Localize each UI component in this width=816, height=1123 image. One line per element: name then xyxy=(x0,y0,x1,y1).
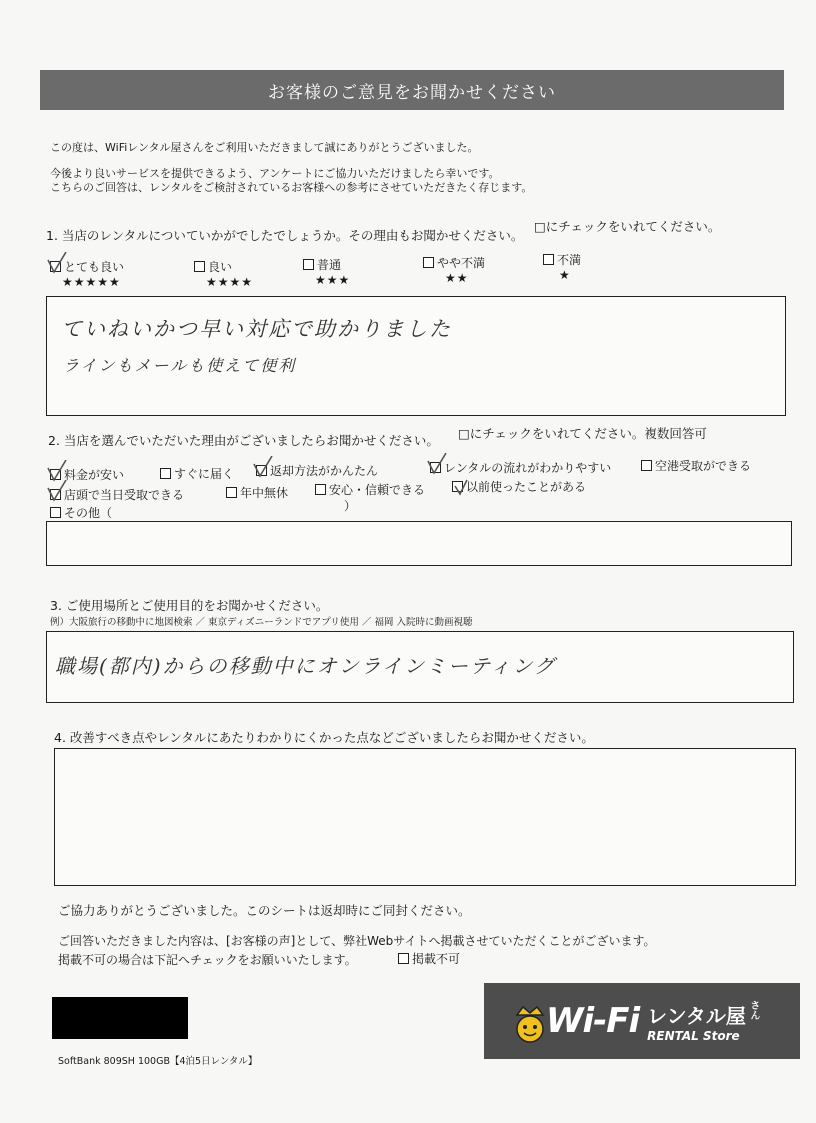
checkbox[interactable] xyxy=(303,259,314,270)
option-label: 安心・信頼できる xyxy=(329,483,426,497)
intro-line-3: こちらのご回答は、レンタルをご検討されているお客様への参考にさせていただきたく存じます。 xyxy=(50,181,533,194)
optout-instruction: 掲載不可の場合は下記へチェックをお願いいたします。 xyxy=(58,953,357,967)
q1-instruction: □にチェックをいれてください。 xyxy=(534,219,721,234)
thanks-text: ご協力ありがとうございました。このシートは返却時にご同封ください。 xyxy=(58,903,471,918)
checkbox[interactable] xyxy=(50,261,61,272)
q1-option-average[interactable] xyxy=(303,256,350,287)
handwritten-answer: 職場(都内)からの移動中にオンラインミーティング xyxy=(55,654,557,678)
checkbox[interactable] xyxy=(50,469,61,480)
q2-option-used-before[interactable] xyxy=(452,478,586,495)
page-title: お客様のご意見をお聞かせください xyxy=(40,70,784,110)
q2-option-other[interactable] xyxy=(50,504,112,521)
logo-en-text: RENTAL Store xyxy=(647,1028,740,1043)
option-label: レンタルの流れがわかりやすい xyxy=(444,461,612,475)
logo-san-text: さん xyxy=(747,999,759,1020)
star-rating: ★★★★★ xyxy=(62,275,121,289)
option-label: 以前使ったことがある xyxy=(466,480,587,494)
intro-line-1: この度は、WiFiレンタル屋さんをご利用いただきまして誠にありがとうございました。 xyxy=(50,141,479,154)
q1-option-good[interactable] xyxy=(194,258,253,289)
optout-checkbox[interactable] xyxy=(398,950,460,967)
handwritten-answer-line-1: ていねいかつ早い対応で助かりました xyxy=(61,317,452,341)
q2-option-easy-return[interactable] xyxy=(256,462,378,479)
checkbox[interactable] xyxy=(452,481,463,492)
q2-option-airport-pickup[interactable] xyxy=(641,457,751,474)
checkbox[interactable] xyxy=(194,261,205,272)
checkbox[interactable] xyxy=(543,254,554,265)
star-rating: ★★ xyxy=(445,271,469,285)
q2-instruction: □にチェックをいれてください。複数回答可 xyxy=(458,426,707,441)
handwritten-answer-line-2: ラインもメールも使えて便利 xyxy=(63,356,297,375)
q1-question: 1. 当店のレンタルについていかがでしたでしょうか。その理由もお聞かせください。 xyxy=(46,228,524,243)
checkbox[interactable] xyxy=(398,953,409,964)
logo-jp-text: レンタル屋 xyxy=(647,1003,746,1028)
q1-option-somewhat-unsatisfied[interactable] xyxy=(423,254,485,285)
option-label: やや不満 xyxy=(437,256,486,270)
checkbox[interactable] xyxy=(160,468,171,479)
q2-option-same-day-store[interactable] xyxy=(50,486,184,503)
q2-answer-box[interactable] xyxy=(46,521,792,566)
option-label: 普通 xyxy=(317,258,342,272)
intro-line-2: 今後より良いサービスを提供できるよう、アンケートにご協力いただけましたら幸いです。 xyxy=(50,167,500,180)
q1-option-very-good[interactable] xyxy=(50,258,124,289)
q2-option-open-year-round[interactable] xyxy=(226,484,288,501)
option-label: とても良い xyxy=(64,260,125,274)
checkbox[interactable] xyxy=(423,257,434,268)
q2-option-trustworthy[interactable] xyxy=(315,481,425,498)
checkbox[interactable] xyxy=(430,462,441,473)
q2-option-cheap[interactable] xyxy=(50,466,124,483)
option-label: 不満 xyxy=(557,253,582,267)
option-label: 料金が安い xyxy=(64,468,125,482)
checkbox[interactable] xyxy=(315,484,326,495)
option-label: 返却方法がかんたん xyxy=(270,464,379,478)
q1-option-unsatisfied[interactable] xyxy=(543,251,581,282)
q3-question: 3. ご使用場所とご使用目的をお聞かせください。 xyxy=(50,598,329,613)
q4-question: 4. 改善すべき点やレンタルにあたりわかりにくかった点などございましたらお聞かせください。 xyxy=(54,730,594,745)
q4-answer-box[interactable] xyxy=(54,748,796,886)
optout-label: 掲載不可 xyxy=(412,952,461,966)
star-rating: ★★★★ xyxy=(206,275,254,289)
option-label: 店頭で当日受取できる xyxy=(64,488,185,502)
option-label: すぐに届く xyxy=(174,467,235,481)
checkbox[interactable] xyxy=(641,460,652,471)
option-label: 空港受取ができる xyxy=(655,459,752,473)
option-label: 年中無休 xyxy=(240,486,289,500)
q3-example: 例）大阪旅行の移動中に地図検索 ／ 東京ディズニーランドでアプリ使用 ／ 福岡 入院時に動画視聴 xyxy=(50,617,473,628)
checkbox[interactable] xyxy=(256,465,267,476)
checkbox[interactable] xyxy=(226,487,237,498)
star-rating: ★ xyxy=(559,268,571,282)
publication-note: ご回答いただきました内容は、[お客様の声]として、弊社Webサイトへ掲載させていただくことがございます。 xyxy=(58,934,656,948)
logo-wifi-text: Wi-Fi xyxy=(546,1001,640,1041)
redacted-block xyxy=(52,997,188,1039)
q2-option-fast-delivery[interactable] xyxy=(160,465,234,482)
q1-answer-box[interactable] xyxy=(46,296,786,416)
star-rating: ★★★ xyxy=(315,273,351,287)
q2-option-clear-flow[interactable] xyxy=(430,459,611,476)
checkbox[interactable] xyxy=(50,507,61,518)
checkbox[interactable] xyxy=(50,489,61,500)
q3-answer-box[interactable] xyxy=(46,631,794,703)
option-label: その他（ xyxy=(64,506,113,520)
other-close-paren: ） xyxy=(344,499,357,513)
q2-question: 2. 当店を選んでいただいた理由がございましたらお聞かせください。 xyxy=(48,433,439,448)
device-info: SoftBank 809SH 100GB【4泊5日レンタル】 xyxy=(58,1056,258,1067)
crown-mascot-icon xyxy=(507,1003,553,1045)
option-label: 良い xyxy=(208,260,233,274)
